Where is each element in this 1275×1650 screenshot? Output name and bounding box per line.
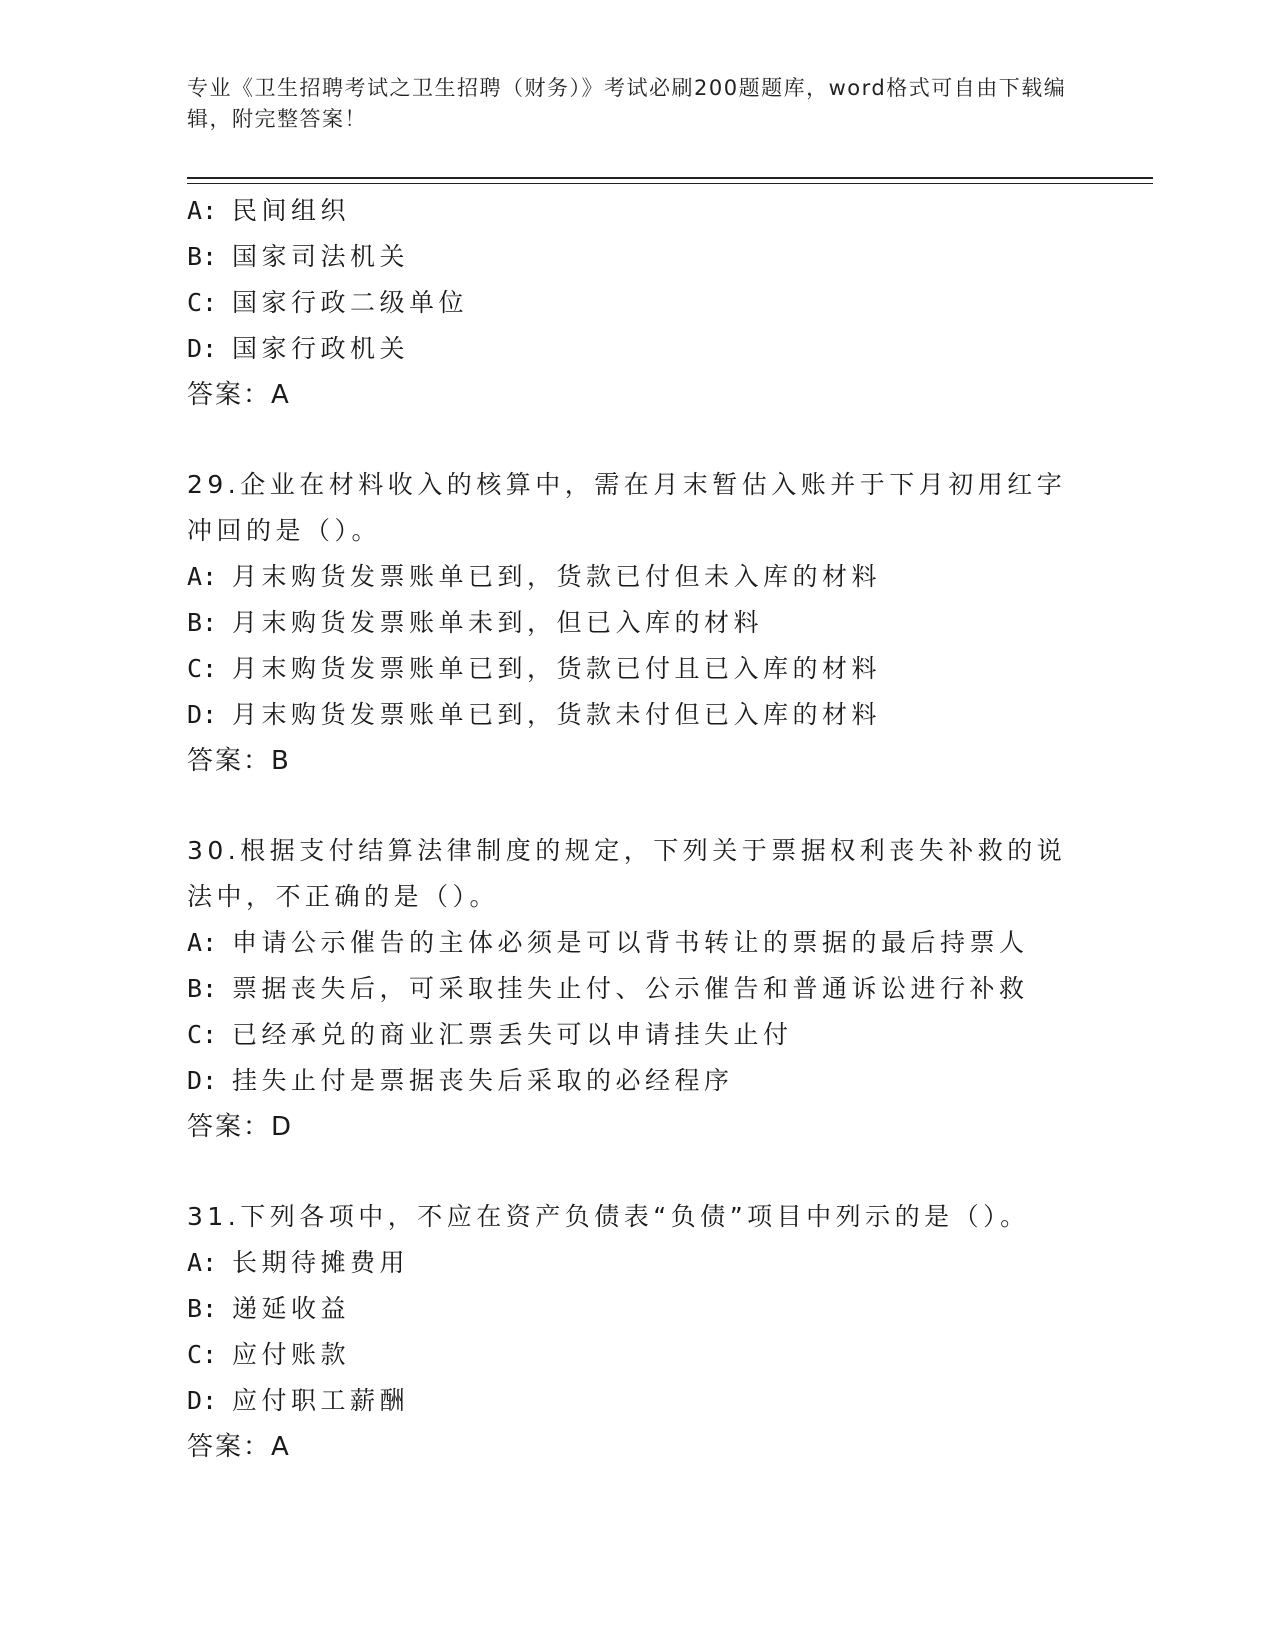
header-rule-thin <box>187 183 1153 184</box>
question-30 <box>187 828 1087 1150</box>
option-c <box>187 280 1087 326</box>
answer-label: 答案： <box>187 380 272 410</box>
option-d <box>187 326 1087 372</box>
answer-value: A <box>271 1432 289 1462</box>
option-label: C: <box>187 1020 218 1049</box>
option-label: C: <box>187 654 218 683</box>
option-b <box>187 234 1087 280</box>
question-stem: 29.企业在材料收入的核算中，需在月末暂估入账并于下月初用红字冲回的是（）。 <box>187 470 1067 545</box>
option-label: D: <box>187 700 218 729</box>
option-b <box>187 1286 1087 1332</box>
option-text: 国家司法机关 <box>232 242 410 271</box>
option-text: 长期待摊费用 <box>232 1248 410 1277</box>
answer-label: 答案： <box>187 746 272 776</box>
answer-value: A <box>271 380 289 410</box>
option-c <box>187 1012 1087 1058</box>
option-label: D: <box>187 1386 218 1415</box>
option-text: 申请公示催告的主体必须是可以背书转让的票据的最后持票人 <box>232 928 1029 957</box>
question-28 <box>187 188 1087 418</box>
question-list <box>187 188 1087 1470</box>
option-text: 民间组织 <box>232 196 351 225</box>
option-text: 月末购货发票账单已到，货款未付但已入库的材料 <box>232 700 882 729</box>
option-label: D: <box>187 334 218 363</box>
option-c <box>187 646 1087 692</box>
option-label: A: <box>187 562 218 591</box>
document-header: 专业《卫生招聘考试之卫生招聘（财务）》考试必刷200题题库，word格式可自由下载编辑，附完整答案！ <box>187 76 1067 131</box>
option-b <box>187 966 1087 1012</box>
option-label: D: <box>187 1066 218 1095</box>
option-label: A: <box>187 928 218 957</box>
question-stem: 31.下列各项中，不应在资产负债表“负债”项目中列示的是（）。 <box>187 1202 1030 1231</box>
option-label: B: <box>187 974 218 1003</box>
answer-value: D <box>271 1112 292 1142</box>
option-a <box>187 188 1087 234</box>
option-c <box>187 1332 1087 1378</box>
option-text: 已经承兑的商业汇票丢失可以申请挂失止付 <box>232 1020 793 1049</box>
question-stem: 30.根据支付结算法律制度的规定，下列关于票据权利丧失补救的说法中，不正确的是（）。 <box>187 836 1067 911</box>
answer-line <box>187 1424 1087 1470</box>
option-d <box>187 1378 1087 1424</box>
option-a <box>187 1240 1087 1286</box>
header-rule-thick <box>187 177 1153 179</box>
option-label: A: <box>187 1248 218 1277</box>
option-text: 国家行政二级单位 <box>232 288 469 317</box>
option-text: 递延收益 <box>232 1294 351 1323</box>
option-text: 应付职工薪酬 <box>232 1386 410 1415</box>
answer-line <box>187 1104 1087 1150</box>
option-b <box>187 600 1087 646</box>
option-text: 应付账款 <box>232 1340 351 1369</box>
question-29 <box>187 462 1087 784</box>
option-d <box>187 692 1087 738</box>
option-label: B: <box>187 1294 218 1323</box>
option-a <box>187 554 1087 600</box>
question-31 <box>187 1194 1087 1470</box>
option-text: 挂失止付是票据丧失后采取的必经程序 <box>232 1066 734 1095</box>
option-label: B: <box>187 242 218 271</box>
option-label: A: <box>187 196 218 225</box>
option-text: 月末购货发票账单未到，但已入库的材料 <box>232 608 764 637</box>
answer-line <box>187 372 1087 418</box>
option-label: C: <box>187 288 218 317</box>
option-text: 票据丧失后，可采取挂失止付、公示催告和普通诉讼进行补救 <box>232 974 1029 1003</box>
answer-value: B <box>271 746 289 776</box>
option-label: C: <box>187 1340 218 1369</box>
answer-line <box>187 738 1087 784</box>
option-d <box>187 1058 1087 1104</box>
option-text: 月末购货发票账单已到，货款已付但未入库的材料 <box>232 562 882 591</box>
answer-label: 答案： <box>187 1112 272 1142</box>
option-text: 月末购货发票账单已到，货款已付且已入库的材料 <box>232 654 882 683</box>
option-text: 国家行政机关 <box>232 334 410 363</box>
option-label: B: <box>187 608 218 637</box>
option-a <box>187 920 1087 966</box>
answer-label: 答案： <box>187 1432 272 1462</box>
